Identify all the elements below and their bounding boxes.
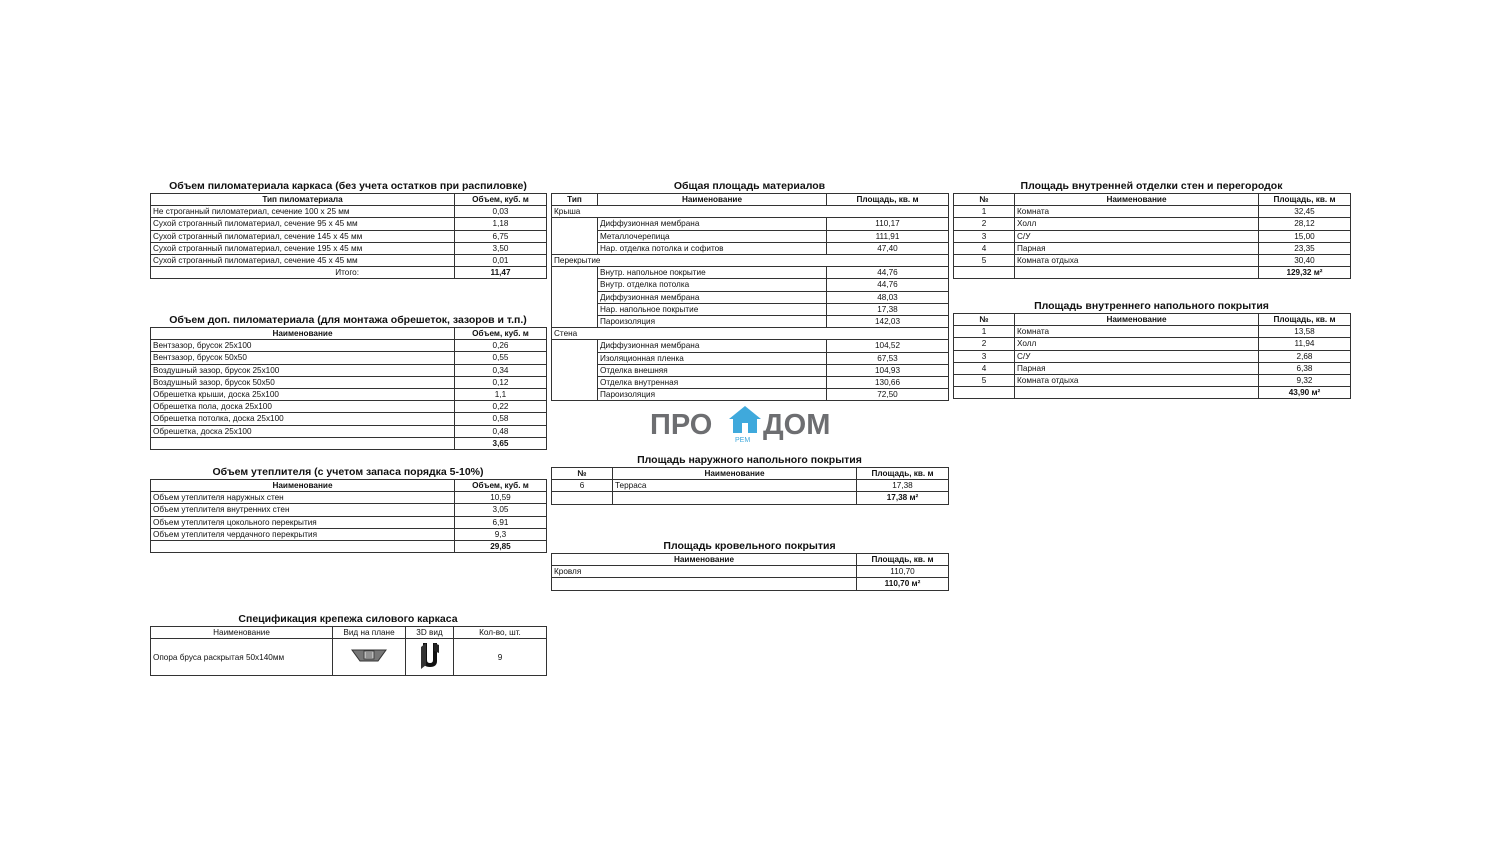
fasteners-section xyxy=(150,613,546,676)
table-row xyxy=(954,255,1351,267)
cell-name: Обрешетка пола, доска 25х100 xyxy=(151,401,455,413)
cell-value: 10,59 xyxy=(455,492,547,504)
table-row xyxy=(151,492,547,504)
cell-name: Пароизоляция xyxy=(598,316,827,328)
cell-value: 3,50 xyxy=(455,242,547,254)
table-header-row xyxy=(954,194,1351,206)
cell-name: Вентзазор, брусок 50х50 xyxy=(151,352,455,364)
total-value: 17,38 м² xyxy=(857,492,949,504)
table-row xyxy=(151,376,547,388)
outdoor-floor-table xyxy=(551,467,949,505)
cell-number: 6 xyxy=(552,480,613,492)
column-header: № xyxy=(954,314,1015,326)
table-row xyxy=(552,352,949,364)
total-spacer xyxy=(1015,267,1259,279)
group-type: Стена xyxy=(552,328,949,340)
inner-walls-title: Площадь внутренней отделки стен и перегородок xyxy=(1020,180,1283,192)
logo-sub-text: РЕМ xyxy=(735,437,751,444)
table-header-row xyxy=(552,468,949,480)
table-row xyxy=(151,230,547,242)
cell-value: 17,38 xyxy=(857,480,949,492)
cell-name: Диффузионная мембрана xyxy=(598,291,827,303)
cell-value: 30,40 xyxy=(1259,255,1351,267)
cell-number: 3 xyxy=(954,230,1015,242)
table-row xyxy=(151,389,547,401)
cell-number: 1 xyxy=(954,206,1015,218)
total-spacer xyxy=(552,492,613,504)
cell-value: 1,1 xyxy=(455,389,547,401)
total-row xyxy=(151,437,547,449)
table-row xyxy=(954,362,1351,374)
cell-value: 0,26 xyxy=(455,340,547,352)
column-header: Объем, куб. м xyxy=(455,194,547,206)
insulation-title: Объем утеплителя (с учетом запаса порядка 5-10%) xyxy=(212,466,484,478)
total-row xyxy=(954,267,1351,279)
cell-value: 0,55 xyxy=(455,352,547,364)
inner-floor-table xyxy=(953,313,1351,399)
column-header: № xyxy=(954,194,1015,206)
total-row xyxy=(552,578,949,590)
cell-name: Пароизоляция xyxy=(598,389,827,401)
table-row xyxy=(954,218,1351,230)
table-row xyxy=(954,338,1351,350)
table-row xyxy=(954,230,1351,242)
roofing-section xyxy=(551,540,948,591)
table-row xyxy=(151,206,547,218)
total-row xyxy=(151,541,547,553)
cell-name: Сухой строганный пиломатериал, сечение 145 х 45 мм xyxy=(151,230,455,242)
inner-walls-table xyxy=(953,193,1351,279)
total-value: 3,65 xyxy=(455,437,547,449)
cell-value: 3,05 xyxy=(455,504,547,516)
table-row xyxy=(151,413,547,425)
lumber-frame-title: Объем пиломатериала каркаса (без учета остатков при распиловке) xyxy=(169,180,527,192)
table-row xyxy=(552,230,949,242)
inner-walls-section xyxy=(953,180,1350,279)
cell-name: Диффузионная мембрана xyxy=(598,218,827,230)
column-header: Тип xyxy=(552,194,598,206)
cell-value: 44,76 xyxy=(827,279,949,291)
table-row xyxy=(954,206,1351,218)
cell-value: 2,68 xyxy=(1259,350,1351,362)
cell-value: 0,01 xyxy=(455,255,547,267)
table-row xyxy=(552,218,949,230)
cell-number: 4 xyxy=(954,242,1015,254)
table-row xyxy=(151,218,547,230)
column-header: Наименование xyxy=(1015,314,1259,326)
table-row xyxy=(552,480,949,492)
cell-name: С/У xyxy=(1015,350,1259,362)
brand-logo xyxy=(650,404,850,444)
cell-plan xyxy=(333,639,406,676)
inner-floor-section xyxy=(953,300,1350,399)
cell-name: Обрешетка, доска 25х100 xyxy=(151,425,455,437)
table-header-row xyxy=(552,554,949,566)
cell-value: 111,91 xyxy=(827,230,949,242)
cell-value: 0,03 xyxy=(455,206,547,218)
house-logo-icon xyxy=(650,404,850,444)
total-value: 11,47 xyxy=(455,267,547,279)
table-header-row xyxy=(954,314,1351,326)
group-type: Крыша xyxy=(552,206,949,218)
cell-name: Сухой строганный пиломатериал, сечение 95 х 45 мм xyxy=(151,218,455,230)
cell-value: 9,32 xyxy=(1259,375,1351,387)
total-spacer xyxy=(954,267,1015,279)
outdoor-floor-title: Площадь наружного напольного покрытия xyxy=(637,454,862,466)
cell-value: 32,45 xyxy=(1259,206,1351,218)
cell-value: 13,58 xyxy=(1259,326,1351,338)
column-header: Вид на плане xyxy=(333,627,406,639)
column-header: Наименование xyxy=(598,194,827,206)
group-spacer xyxy=(552,291,598,303)
cell-value: 11,94 xyxy=(1259,338,1351,350)
table-row xyxy=(151,242,547,254)
cell-value: 130,66 xyxy=(827,377,949,389)
total-spacer xyxy=(552,578,857,590)
total-row xyxy=(954,387,1351,399)
column-header: Объем, куб. м xyxy=(455,328,547,340)
table-row xyxy=(151,528,547,540)
group-type: Перекрытие xyxy=(552,255,949,267)
cell-number: 5 xyxy=(954,375,1015,387)
total-label: Итого: xyxy=(151,267,455,279)
column-header: Наименование xyxy=(151,480,455,492)
cell-name: Обрешетка крыши, доска 25х100 xyxy=(151,389,455,401)
cell-value: 72,50 xyxy=(827,389,949,401)
table-row xyxy=(151,401,547,413)
cell-name: Воздушный зазор, брусок 50х50 xyxy=(151,376,455,388)
roofing-title: Площадь кровельного покрытия xyxy=(663,540,836,552)
group-spacer xyxy=(552,389,598,401)
table-header-row xyxy=(151,194,547,206)
table-row xyxy=(954,375,1351,387)
group-spacer xyxy=(552,377,598,389)
cell-value: 142,03 xyxy=(827,316,949,328)
cell-value: 6,38 xyxy=(1259,362,1351,374)
cell-value: 44,76 xyxy=(827,267,949,279)
column-header: Площадь, кв. м xyxy=(857,468,949,480)
group-spacer xyxy=(552,242,598,254)
group-spacer xyxy=(552,303,598,315)
total-spacer xyxy=(151,541,455,553)
cell-name: Объем утеплителя цокольного перекрытия xyxy=(151,516,455,528)
cell-name: Нар. напольное покрытие xyxy=(598,303,827,315)
table-row xyxy=(552,364,949,376)
table-row xyxy=(954,350,1351,362)
materials-title: Общая площадь материалов xyxy=(673,180,826,192)
group-spacer xyxy=(552,364,598,376)
cell-name: Изоляционная пленка xyxy=(598,352,827,364)
cell-value: 0,22 xyxy=(455,401,547,413)
cell-name: С/У xyxy=(1015,230,1259,242)
cell-name: Терраса xyxy=(613,480,857,492)
cell-name: Холл xyxy=(1015,338,1259,350)
table-row xyxy=(151,352,547,364)
cell-name: Комната xyxy=(1015,326,1259,338)
column-header: Кол-во, шт. xyxy=(454,627,547,639)
bracket-3d-icon xyxy=(418,641,442,671)
cell-value: 17,38 xyxy=(827,303,949,315)
cell-value: 104,52 xyxy=(827,340,949,352)
table-row xyxy=(552,279,949,291)
cell-qty: 9 xyxy=(454,639,547,676)
lumber-frame-section xyxy=(150,180,546,279)
table-row xyxy=(151,340,547,352)
total-row xyxy=(552,492,949,504)
outdoor-floor-section xyxy=(551,454,948,505)
cell-value: 0,34 xyxy=(455,364,547,376)
column-header: Наименование xyxy=(613,468,857,480)
table-row xyxy=(552,303,949,315)
cell-value: 6,75 xyxy=(455,230,547,242)
materials-section xyxy=(551,180,948,401)
group-row xyxy=(552,255,949,267)
cell-name: Объем утеплителя наружных стен xyxy=(151,492,455,504)
cell-number: 1 xyxy=(954,326,1015,338)
total-value: 29,85 xyxy=(455,541,547,553)
table-row xyxy=(552,267,949,279)
cell-value: 0,48 xyxy=(455,425,547,437)
cell-number: 4 xyxy=(954,362,1015,374)
group-spacer xyxy=(552,352,598,364)
lumber-extra-section xyxy=(150,314,546,450)
table-header-row xyxy=(151,480,547,492)
cell-name: Объем утеплителя чердачного перекрытия xyxy=(151,528,455,540)
cell-value: 15,00 xyxy=(1259,230,1351,242)
cell-name: Воздушный зазор, брусок 25х100 xyxy=(151,364,455,376)
cell-name: Нар. отделка потолка и софитов xyxy=(598,242,827,254)
group-spacer xyxy=(552,316,598,328)
cell-value: 28,12 xyxy=(1259,218,1351,230)
cell-name: Кровля xyxy=(552,566,857,578)
insulation-section xyxy=(150,466,546,553)
cell-value: 67,53 xyxy=(827,352,949,364)
table-row xyxy=(552,566,949,578)
cell-name: Не строганный пиломатериал, сечение 100 х 25 мм xyxy=(151,206,455,218)
column-header: Наименование xyxy=(151,627,333,639)
table-row xyxy=(954,242,1351,254)
cell-value: 6,91 xyxy=(455,516,547,528)
cell-name: Внутр. отделка потолка xyxy=(598,279,827,291)
column-header: Наименование xyxy=(552,554,857,566)
table-row xyxy=(151,516,547,528)
cell-name: Объем утеплителя внутренних стен xyxy=(151,504,455,516)
table-row xyxy=(552,340,949,352)
column-header: Тип пиломатериала xyxy=(151,194,455,206)
cell-name: Отделка внутренная xyxy=(598,377,827,389)
column-header: 3D вид xyxy=(406,627,454,639)
logo-left-text: ПРО xyxy=(650,409,713,441)
table-row xyxy=(954,326,1351,338)
cell-value: 9,3 xyxy=(455,528,547,540)
cell-name: Комната отдыха xyxy=(1015,375,1259,387)
column-header: Объем, куб. м xyxy=(455,480,547,492)
cell-name: Холл xyxy=(1015,218,1259,230)
table-row xyxy=(552,377,949,389)
cell-name: Опора бруса раскрытая 50х140мм xyxy=(151,639,333,676)
roofing-table xyxy=(551,553,949,591)
cell-value: 0,12 xyxy=(455,376,547,388)
cell-name: Металлочерепица xyxy=(598,230,827,242)
table-row xyxy=(552,242,949,254)
inner-floor-title: Площадь внутреннего напольного покрытия xyxy=(1034,300,1269,312)
total-spacer xyxy=(151,437,455,449)
group-spacer xyxy=(552,267,598,279)
cell-value: 110,17 xyxy=(827,218,949,230)
cell-value: 110,70 xyxy=(857,566,949,578)
logo-right-text: ДОМ xyxy=(763,409,831,441)
lumber-extra-table xyxy=(150,327,547,450)
total-row xyxy=(151,267,547,279)
table-row xyxy=(151,364,547,376)
lumber-extra-title: Объем доп. пиломатериала (для монтажа обрешеток, зазоров и т.п.) xyxy=(169,314,527,326)
table-header-row xyxy=(151,627,547,639)
table-row xyxy=(552,316,949,328)
column-header: Площадь, кв. м xyxy=(1259,314,1351,326)
cell-name: Обрешетка потолка, доска 25х100 xyxy=(151,413,455,425)
cell-value: 48,03 xyxy=(827,291,949,303)
cell-value: 1,18 xyxy=(455,218,547,230)
cell-name: Парная xyxy=(1015,362,1259,374)
table-row xyxy=(151,425,547,437)
bracket-plan-icon xyxy=(351,648,387,664)
cell-name: Комната xyxy=(1015,206,1259,218)
group-row xyxy=(552,328,949,340)
cell-name: Сухой строганный пиломатериал, сечение 195 х 45 мм xyxy=(151,242,455,254)
cell-name: Вентзазор, брусок 25х100 xyxy=(151,340,455,352)
total-spacer xyxy=(1015,387,1259,399)
table-header-row xyxy=(151,328,547,340)
group-row xyxy=(552,206,949,218)
column-header: № xyxy=(552,468,613,480)
fasteners-title: Спецификация крепежа силового каркаса xyxy=(238,613,458,625)
group-spacer xyxy=(552,230,598,242)
table-row xyxy=(552,291,949,303)
lumber-frame-table xyxy=(150,193,547,279)
group-spacer xyxy=(552,279,598,291)
cell-number: 5 xyxy=(954,255,1015,267)
cell-value: 23,35 xyxy=(1259,242,1351,254)
cell-number: 3 xyxy=(954,350,1015,362)
group-spacer xyxy=(552,340,598,352)
cell-value: 104,93 xyxy=(827,364,949,376)
column-header: Наименование xyxy=(1015,194,1259,206)
cell-value: 47,40 xyxy=(827,242,949,254)
cell-name: Диффузионная мембрана xyxy=(598,340,827,352)
cell-name: Парная xyxy=(1015,242,1259,254)
cell-3d xyxy=(406,639,454,676)
insulation-table xyxy=(150,479,547,553)
column-header: Площадь, кв. м xyxy=(1259,194,1351,206)
column-header: Площадь, кв. м xyxy=(827,194,949,206)
total-value: 110,70 м² xyxy=(857,578,949,590)
cell-name: Комната отдыха xyxy=(1015,255,1259,267)
cell-value: 0,58 xyxy=(455,413,547,425)
group-spacer xyxy=(552,218,598,230)
total-value: 129,32 м² xyxy=(1259,267,1351,279)
cell-name: Внутр. напольное покрытие xyxy=(598,267,827,279)
fasteners-table xyxy=(150,626,547,676)
table-header-row xyxy=(552,194,949,206)
table-row xyxy=(151,639,547,676)
total-spacer xyxy=(613,492,857,504)
cell-name: Отделка внешняя xyxy=(598,364,827,376)
cell-number: 2 xyxy=(954,338,1015,350)
table-row xyxy=(151,255,547,267)
table-row xyxy=(552,389,949,401)
column-header: Наименование xyxy=(151,328,455,340)
cell-number: 2 xyxy=(954,218,1015,230)
materials-table xyxy=(551,193,949,401)
cell-name: Сухой строганный пиломатериал, сечение 45 х 45 мм xyxy=(151,255,455,267)
column-header: Площадь, кв. м xyxy=(857,554,949,566)
table-row xyxy=(151,504,547,516)
total-value: 43,90 м² xyxy=(1259,387,1351,399)
total-spacer xyxy=(954,387,1015,399)
